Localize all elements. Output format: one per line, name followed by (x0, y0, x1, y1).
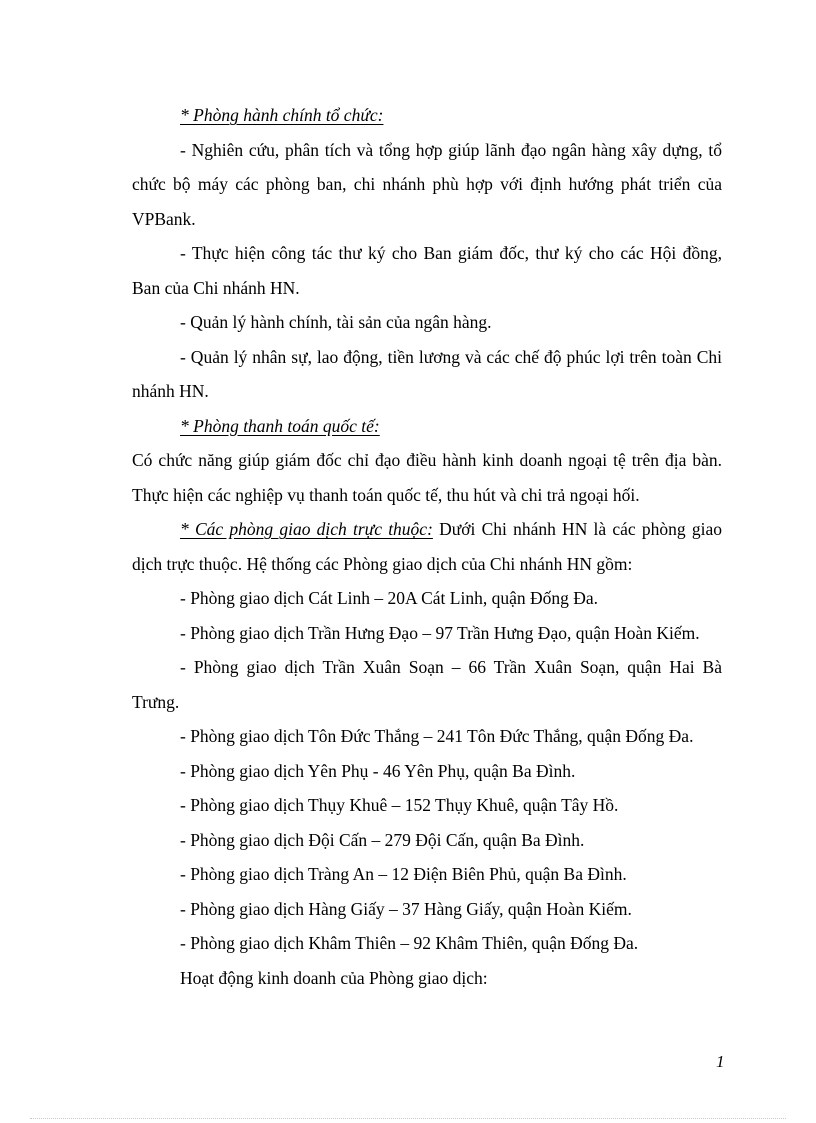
branches-intro: Dưới Chi nhánh HN là các phòng giao dịch trực thuộc. Hệ thống các Phòng giao dịch của Chi nhánh HN gồm: (132, 519, 722, 574)
branch-item: - Phòng giao dịch Đội Cấn – 279 Đội Cấn, quận Ba Đình. (180, 829, 585, 850)
branch-item: - Phòng giao dịch Hàng Giấy – 37 Hàng Giấy, quận Hoàn Kiếm. (180, 898, 632, 919)
branch-item: - Phòng giao dịch Trần Hưng Đạo – 97 Trần Hưng Đạo, quận Hoàn Kiếm. (180, 622, 700, 643)
branch-item: - Phòng giao dịch Thụy Khuê – 152 Thụy Khuê, quận Tây Hồ. (180, 795, 619, 815)
branch-activities-heading: Hoạt động kinh doanh của Phòng giao dịch: (180, 967, 488, 988)
branch-item: - Phòng giao dịch Tràng An – 12 Điện Biên Phủ, quận Ba Đình. (180, 864, 627, 884)
heading-text: * Phòng thanh toán quốc tế: (180, 415, 380, 436)
admin-duty-4: - Quản lý nhân sự, lao động, tiền lương và các chế độ phúc lợi trên toàn Chi nhánh HN. (132, 346, 722, 401)
intl-payment-description: Có chức năng giúp giám đốc chỉ đạo điều hành kinh doanh ngoại tệ trên địa bàn. Thực hiện các nghiệp vụ thanh toán quốc tế, thu hút và chi trả ngoại hối. (132, 450, 722, 505)
footer-divider (30, 1118, 786, 1119)
section-heading-intl-payment (132, 409, 722, 444)
page-number: 1 (716, 1052, 725, 1071)
document-body (132, 98, 722, 995)
section-heading-admin (132, 98, 722, 133)
branch-item: - Phòng giao dịch Trần Xuân Soạn – 66 Trần Xuân Soạn, quận Hai Bà Trưng. (132, 657, 722, 712)
branch-item: - Phòng giao dịch Cát Linh – 20A Cát Linh, quận Đống Đa. (180, 588, 599, 608)
admin-duty-3: - Quản lý hành chính, tài sản của ngân hàng. (180, 312, 492, 332)
admin-duty-2: - Thực hiện công tác thư ký cho Ban giám đốc, thư ký cho các Hội đồng, Ban của Chi nhánh HN. (132, 243, 722, 298)
section-heading-branches (132, 512, 722, 581)
branch-item: - Phòng giao dịch Tôn Đức Thắng – 241 Tôn Đức Thắng, quận Đống Đa. (180, 726, 694, 746)
branch-item: - Phòng giao dịch Khâm Thiên – 92 Khâm Thiên, quận Đống Đa. (180, 933, 639, 953)
branch-item: - Phòng giao dịch Yên Phụ - 46 Yên Phụ, quận Ba Đình. (180, 760, 576, 781)
admin-duty-1: - Nghiên cứu, phân tích và tổng hợp giúp lãnh đạo ngân hàng xây dựng, tổ chức bộ máy các phòng ban, chi nhánh phù hợp với định hướng phát triển của VPBank. (132, 139, 722, 229)
heading-text: * Phòng hành chính tổ chức: (180, 105, 384, 125)
heading-text: * Các phòng giao dịch trực thuộc: (180, 519, 433, 539)
